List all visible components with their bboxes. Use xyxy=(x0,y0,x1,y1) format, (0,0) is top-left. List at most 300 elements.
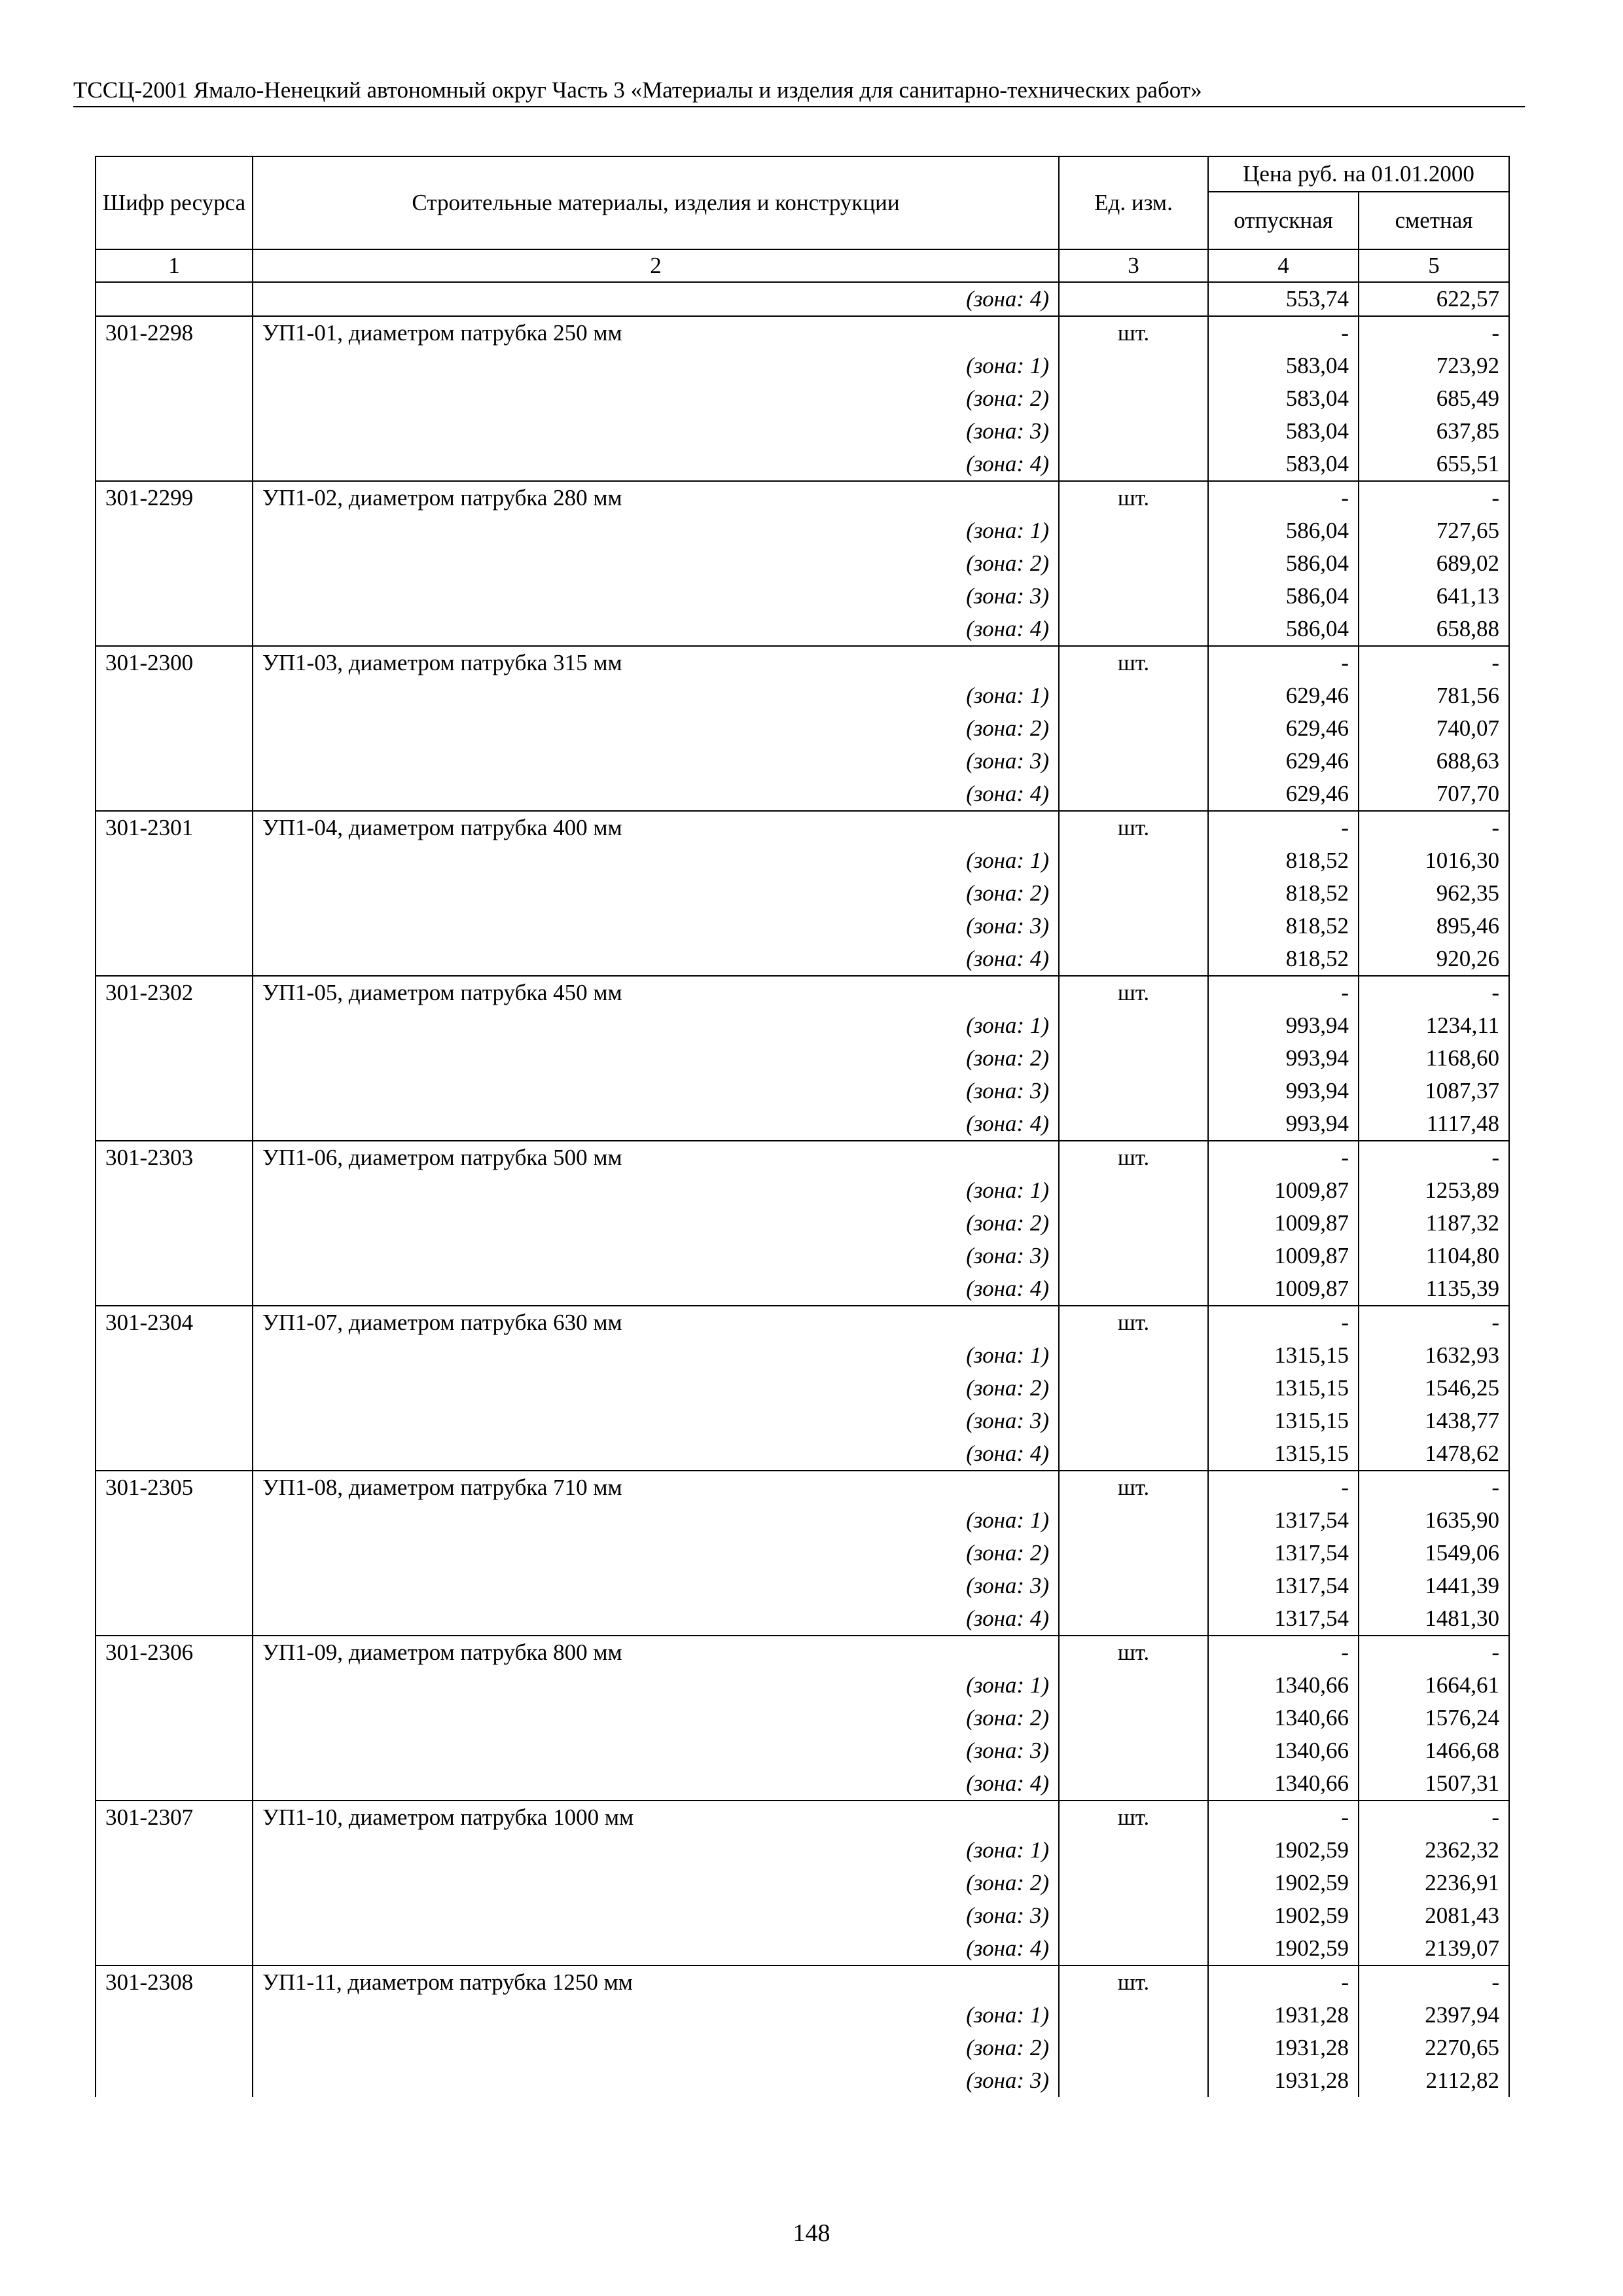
resource-code-cell xyxy=(96,1899,253,1932)
zone-label: (зона: 3) xyxy=(253,415,1059,448)
unit-cell xyxy=(1059,712,1208,745)
zone-label: (зона: 4) xyxy=(253,778,1059,811)
resource-code-cell xyxy=(96,448,253,481)
release-price: 1317,54 xyxy=(1208,1602,1359,1636)
estimate-price: 685,49 xyxy=(1359,382,1509,415)
resource-code-cell xyxy=(96,712,253,745)
release-price: 993,94 xyxy=(1208,1107,1359,1141)
zone-label: (зона: 1) xyxy=(253,1339,1059,1372)
release-price: 1315,15 xyxy=(1208,1339,1359,1372)
material-name: УП1-05, диаметром патрубка 450 мм xyxy=(253,976,1059,1009)
resource-code-cell xyxy=(96,1207,253,1240)
estimate-price: 1635,90 xyxy=(1359,1504,1509,1537)
release-price: 1340,66 xyxy=(1208,1767,1359,1801)
resource-code-cell xyxy=(96,942,253,976)
zone-label: (зона: 3) xyxy=(253,1240,1059,1272)
zone-label: (зона: 1) xyxy=(253,1669,1059,1702)
estimate-price: 1135,39 xyxy=(1359,1272,1509,1306)
zone-label: (зона: 3) xyxy=(253,1405,1059,1437)
zone-label: (зона: 2) xyxy=(253,1867,1059,1899)
unit-cell xyxy=(1059,778,1208,811)
estimate-price: 1016,30 xyxy=(1359,844,1509,877)
release-price: 1931,28 xyxy=(1208,1999,1359,2032)
zone-label: (зона: 3) xyxy=(253,910,1059,942)
zone-label: (зона: 2) xyxy=(253,382,1059,415)
zone-label: (зона: 1) xyxy=(253,679,1059,712)
zone-label: (зона: 1) xyxy=(253,1504,1059,1537)
resource-code-cell xyxy=(96,382,253,415)
zone-label: (зона: 1) xyxy=(253,1999,1059,2032)
unit-of-measure: шт. xyxy=(1059,811,1208,844)
unit-cell xyxy=(1059,910,1208,942)
material-name: УП1-08, диаметром патрубка 710 мм xyxy=(253,1471,1059,1504)
estimate-price: - xyxy=(1359,1801,1509,1834)
zone-row xyxy=(96,1899,1509,1932)
resource-code-cell xyxy=(96,1834,253,1867)
release-price: 583,04 xyxy=(1208,448,1359,481)
estimate-price: 1441,39 xyxy=(1359,1570,1509,1602)
resource-code: 301-2302 xyxy=(96,976,253,1009)
zone-row xyxy=(96,942,1509,976)
unit-of-measure: шт. xyxy=(1059,646,1208,679)
release-price: 1340,66 xyxy=(1208,1734,1359,1767)
price-table xyxy=(95,156,1510,2097)
unit-cell xyxy=(1059,2032,1208,2064)
resource-code-cell xyxy=(96,282,253,316)
table-row xyxy=(96,1965,1509,1999)
release-price: 1902,59 xyxy=(1208,1932,1359,1965)
release-price: 1317,54 xyxy=(1208,1570,1359,1602)
release-price: 1009,87 xyxy=(1208,1174,1359,1207)
zone-label: (зона: 1) xyxy=(253,514,1059,547)
resource-code: 301-2303 xyxy=(96,1141,253,1174)
unit-cell xyxy=(1059,679,1208,712)
zone-row xyxy=(96,448,1509,481)
zone-row xyxy=(96,613,1509,646)
estimate-price: 641,13 xyxy=(1359,580,1509,613)
estimate-price: 1478,62 xyxy=(1359,1437,1509,1471)
resource-code-cell xyxy=(96,1570,253,1602)
table-row xyxy=(96,1636,1509,1669)
table-row xyxy=(96,1471,1509,1504)
zone-row xyxy=(96,1867,1509,1899)
unit-cell xyxy=(1059,1834,1208,1867)
estimate-price: 1187,32 xyxy=(1359,1207,1509,1240)
zone-row xyxy=(96,1405,1509,1437)
estimate-price: 1664,61 xyxy=(1359,1669,1509,1702)
zone-label: (зона: 3) xyxy=(253,1899,1059,1932)
release-price: - xyxy=(1208,481,1359,514)
estimate-price: 895,46 xyxy=(1359,910,1509,942)
release-price: - xyxy=(1208,646,1359,679)
release-price: 586,04 xyxy=(1208,514,1359,547)
unit-cell xyxy=(1059,1702,1208,1734)
unit-cell xyxy=(1059,350,1208,382)
unit-cell xyxy=(1059,415,1208,448)
estimate-price: 1253,89 xyxy=(1359,1174,1509,1207)
unit-cell xyxy=(1059,1372,1208,1405)
unit-cell xyxy=(1059,1009,1208,1042)
zone-label: (зона: 2) xyxy=(253,2032,1059,2064)
unit-cell xyxy=(1059,1107,1208,1141)
estimate-price: - xyxy=(1359,481,1509,514)
unit-of-measure: шт. xyxy=(1059,1471,1208,1504)
zone-row xyxy=(96,1372,1509,1405)
zone-row xyxy=(96,910,1509,942)
header-name: Строительные материалы, изделия и конструкции xyxy=(253,156,1059,249)
resource-code-cell xyxy=(96,1372,253,1405)
release-price: 1902,59 xyxy=(1208,1899,1359,1932)
unit-cell xyxy=(1059,514,1208,547)
zone-label: (зона: 1) xyxy=(253,350,1059,382)
material-name: УП1-06, диаметром патрубка 500 мм xyxy=(253,1141,1059,1174)
unit-cell xyxy=(1059,1570,1208,1602)
estimate-price: 1632,93 xyxy=(1359,1339,1509,1372)
resource-code-cell xyxy=(96,844,253,877)
table-row xyxy=(96,811,1509,844)
unit-cell xyxy=(1059,1669,1208,1702)
resource-code-cell xyxy=(96,745,253,778)
release-price: - xyxy=(1208,811,1359,844)
release-price: - xyxy=(1208,1801,1359,1834)
resource-code-cell xyxy=(96,1405,253,1437)
resource-code-cell xyxy=(96,1107,253,1141)
resource-code: 301-2308 xyxy=(96,1965,253,1999)
unit-cell xyxy=(1059,1042,1208,1075)
unit-cell xyxy=(1059,1437,1208,1471)
zone-row xyxy=(96,1437,1509,1471)
release-price: 1902,59 xyxy=(1208,1867,1359,1899)
resource-code-cell xyxy=(96,778,253,811)
unit-cell xyxy=(1059,1767,1208,1801)
zone-row xyxy=(96,415,1509,448)
estimate-price: 707,70 xyxy=(1359,778,1509,811)
resource-code-cell xyxy=(96,679,253,712)
zone-label: (зона: 2) xyxy=(253,712,1059,745)
material-name: УП1-11, диаметром патрубка 1250 мм xyxy=(253,1965,1059,1999)
zone-label: (зона: 3) xyxy=(253,745,1059,778)
resource-code-cell xyxy=(96,1075,253,1107)
estimate-price: 2139,07 xyxy=(1359,1932,1509,1965)
header-price-group: Цена руб. на 01.01.2000 xyxy=(1208,156,1509,192)
resource-code-cell xyxy=(96,1339,253,1372)
release-price: 1340,66 xyxy=(1208,1702,1359,1734)
resource-code-cell xyxy=(96,415,253,448)
resource-code-cell xyxy=(96,1867,253,1899)
estimate-price: 1168,60 xyxy=(1359,1042,1509,1075)
table-row xyxy=(96,316,1509,350)
unit-of-measure: шт. xyxy=(1059,481,1208,514)
estimate-price: 688,63 xyxy=(1359,745,1509,778)
zone-row xyxy=(96,1570,1509,1602)
column-number: 2 xyxy=(253,249,1059,282)
zone-row xyxy=(96,1339,1509,1372)
unit-of-measure: шт. xyxy=(1059,1306,1208,1339)
unit-of-measure: шт. xyxy=(1059,1965,1208,1999)
unit-cell xyxy=(1059,580,1208,613)
resource-code-cell xyxy=(96,514,253,547)
zone-label: (зона: 2) xyxy=(253,1537,1059,1570)
release-price: 993,94 xyxy=(1208,1042,1359,1075)
zone-label: (зона: 4) xyxy=(253,1932,1059,1965)
zone-label: (зона: 3) xyxy=(253,1075,1059,1107)
resource-code-cell xyxy=(96,1767,253,1801)
zone-row xyxy=(96,1075,1509,1107)
estimate-price: 723,92 xyxy=(1359,350,1509,382)
resource-code-cell xyxy=(96,1702,253,1734)
zone-label: (зона: 3) xyxy=(253,580,1059,613)
resource-code-cell xyxy=(96,1272,253,1306)
column-number: 1 xyxy=(96,249,253,282)
zone-row xyxy=(96,778,1509,811)
zone-row xyxy=(96,382,1509,415)
zone-row xyxy=(96,1834,1509,1867)
page-header-title: ТССЦ-2001 Ямало-Ненецкий автономный округ Часть 3 «Материалы и изделия для санитарно-технических работ» xyxy=(73,76,1525,107)
resource-code-cell xyxy=(96,2064,253,2097)
zone-row xyxy=(96,2032,1509,2064)
zone-row xyxy=(96,1932,1509,1965)
zone-label: (зона: 2) xyxy=(253,1207,1059,1240)
zone-row xyxy=(96,844,1509,877)
zone-label: (зона: 3) xyxy=(253,1734,1059,1767)
resource-code-cell xyxy=(96,1999,253,2032)
unit-cell xyxy=(1059,1999,1208,2032)
resource-code: 301-2306 xyxy=(96,1636,253,1669)
resource-code-cell xyxy=(96,1734,253,1767)
zone-label: (зона: 1) xyxy=(253,1834,1059,1867)
zone-row xyxy=(96,514,1509,547)
estimate-price: - xyxy=(1359,1306,1509,1339)
unit-of-measure: шт. xyxy=(1059,1801,1208,1834)
material-name: УП1-02, диаметром патрубка 280 мм xyxy=(253,481,1059,514)
zone-label: (зона: 4) xyxy=(253,448,1059,481)
estimate-price: 1117,48 xyxy=(1359,1107,1509,1141)
zone-row xyxy=(96,1042,1509,1075)
material-name: УП1-09, диаметром патрубка 800 мм xyxy=(253,1636,1059,1669)
release-price: 993,94 xyxy=(1208,1075,1359,1107)
release-price: 818,52 xyxy=(1208,942,1359,976)
unit-cell xyxy=(1059,1240,1208,1272)
estimate-price: 727,65 xyxy=(1359,514,1509,547)
estimate-price: 920,26 xyxy=(1359,942,1509,976)
release-price: 1340,66 xyxy=(1208,1669,1359,1702)
header-unit: Ед. изм. xyxy=(1059,156,1208,249)
resource-code-cell xyxy=(96,1042,253,1075)
zone-row xyxy=(96,745,1509,778)
zone-row xyxy=(96,1537,1509,1570)
zone-row xyxy=(96,877,1509,910)
zone-label: (зона: 4) xyxy=(253,613,1059,646)
zone-row xyxy=(96,1174,1509,1207)
resource-code-cell xyxy=(96,877,253,910)
resource-code-cell xyxy=(96,1537,253,1570)
zone-label: (зона: 2) xyxy=(253,1042,1059,1075)
unit-cell xyxy=(1059,877,1208,910)
release-price: 583,04 xyxy=(1208,350,1359,382)
estimate-price: - xyxy=(1359,1965,1509,1999)
unit-cell xyxy=(1059,382,1208,415)
zone-row xyxy=(96,1767,1509,1801)
unit-cell xyxy=(1059,1932,1208,1965)
release-price: 586,04 xyxy=(1208,613,1359,646)
zone-label: (зона: 2) xyxy=(253,877,1059,910)
estimate-price: 1507,31 xyxy=(1359,1767,1509,1801)
zone-row xyxy=(96,1669,1509,1702)
estimate-price: 1546,25 xyxy=(1359,1372,1509,1405)
table-row xyxy=(96,1306,1509,1339)
zone-row xyxy=(96,1734,1509,1767)
estimate-price: - xyxy=(1359,811,1509,844)
table-row xyxy=(96,646,1509,679)
resource-code-cell xyxy=(96,1437,253,1471)
estimate-price: 1438,77 xyxy=(1359,1405,1509,1437)
resource-code-cell xyxy=(96,910,253,942)
table-row xyxy=(96,1141,1509,1174)
release-price: - xyxy=(1208,1965,1359,1999)
release-price: - xyxy=(1208,976,1359,1009)
table-row xyxy=(96,282,1509,316)
table-body xyxy=(96,282,1509,2097)
release-price: 629,46 xyxy=(1208,745,1359,778)
release-price: 583,04 xyxy=(1208,415,1359,448)
zone-label: (зона: 4) xyxy=(253,1107,1059,1141)
resource-code-cell xyxy=(96,1669,253,1702)
estimate-price: 2270,65 xyxy=(1359,2032,1509,2064)
resource-code: 301-2307 xyxy=(96,1801,253,1834)
resource-code-cell xyxy=(96,1602,253,1636)
unit-cell xyxy=(1059,1537,1208,1570)
zone-label: (зона: 1) xyxy=(253,1009,1059,1042)
unit-cell xyxy=(1059,1504,1208,1537)
resource-code: 301-2300 xyxy=(96,646,253,679)
estimate-price: 2236,91 xyxy=(1359,1867,1509,1899)
estimate-price: 740,07 xyxy=(1359,712,1509,745)
unit-cell xyxy=(1059,282,1208,316)
estimate-price: 1481,30 xyxy=(1359,1602,1509,1636)
zone-label: (зона: 3) xyxy=(253,2064,1059,2097)
estimate-price: 1104,80 xyxy=(1359,1240,1509,1272)
table-row xyxy=(96,976,1509,1009)
unit-of-measure: шт. xyxy=(1059,1141,1208,1174)
zone-label: (зона: 4) xyxy=(253,942,1059,976)
table-row xyxy=(96,481,1509,514)
zone-row xyxy=(96,1702,1509,1734)
zone-label: (зона: 4) xyxy=(253,1602,1059,1636)
release-price: 1315,15 xyxy=(1208,1437,1359,1471)
estimate-price: 1466,68 xyxy=(1359,1734,1509,1767)
resource-code-cell xyxy=(96,2032,253,2064)
estimate-price: 637,85 xyxy=(1359,415,1509,448)
release-price: 1931,28 xyxy=(1208,2032,1359,2064)
release-price: 586,04 xyxy=(1208,547,1359,580)
estimate-price: - xyxy=(1359,976,1509,1009)
unit-cell xyxy=(1059,613,1208,646)
release-price: 1009,87 xyxy=(1208,1240,1359,1272)
zone-label: (зона: 1) xyxy=(253,1174,1059,1207)
estimate-price: - xyxy=(1359,316,1509,350)
unit-of-measure: шт. xyxy=(1059,976,1208,1009)
unit-cell xyxy=(1059,448,1208,481)
resource-code: 301-2305 xyxy=(96,1471,253,1504)
zone-row xyxy=(96,350,1509,382)
material-name: УП1-07, диаметром патрубка 630 мм xyxy=(253,1306,1059,1339)
resource-code-cell xyxy=(96,1009,253,1042)
unit-cell xyxy=(1059,1899,1208,1932)
estimate-price: 2397,94 xyxy=(1359,1999,1509,2032)
release-price: 818,52 xyxy=(1208,877,1359,910)
zone-label: (зона: 2) xyxy=(253,547,1059,580)
unit-cell xyxy=(1059,1405,1208,1437)
release-price: 1317,54 xyxy=(1208,1504,1359,1537)
release-price: 1315,15 xyxy=(1208,1405,1359,1437)
resource-code-cell xyxy=(96,1174,253,1207)
estimate-price: 2362,32 xyxy=(1359,1834,1509,1867)
release-price: 1902,59 xyxy=(1208,1834,1359,1867)
zone-label: (зона: 4) xyxy=(253,1437,1059,1471)
release-price: - xyxy=(1208,1471,1359,1504)
material-name: УП1-03, диаметром патрубка 315 мм xyxy=(253,646,1059,679)
zone-row xyxy=(96,1207,1509,1240)
resource-code-cell xyxy=(96,1240,253,1272)
unit-cell xyxy=(1059,1339,1208,1372)
release-price: - xyxy=(1208,1141,1359,1174)
unit-cell xyxy=(1059,1602,1208,1636)
zone-row xyxy=(96,1504,1509,1537)
release-price: 586,04 xyxy=(1208,580,1359,613)
zone-label: (зона: 3) xyxy=(253,1570,1059,1602)
unit-cell xyxy=(1059,942,1208,976)
estimate-price: 2112,82 xyxy=(1359,2064,1509,2097)
estimate-price: - xyxy=(1359,646,1509,679)
resource-code: 301-2299 xyxy=(96,481,253,514)
resource-code-cell xyxy=(96,350,253,382)
resource-code-cell xyxy=(96,547,253,580)
resource-code-cell xyxy=(96,1932,253,1965)
header-code: Шифр ресурса xyxy=(96,156,253,249)
zone-label: (зона: 2) xyxy=(253,1702,1059,1734)
estimate-price: 1549,06 xyxy=(1359,1537,1509,1570)
unit-cell xyxy=(1059,1867,1208,1899)
resource-code-cell xyxy=(96,1504,253,1537)
release-price: - xyxy=(1208,316,1359,350)
unit-of-measure: шт. xyxy=(1059,1636,1208,1669)
column-number: 4 xyxy=(1208,249,1359,282)
release-price: 1009,87 xyxy=(1208,1207,1359,1240)
header-release-price: отпускная xyxy=(1208,192,1359,249)
unit-cell xyxy=(1059,1207,1208,1240)
material-name: УП1-04, диаметром патрубка 400 мм xyxy=(253,811,1059,844)
release-price: 993,94 xyxy=(1208,1009,1359,1042)
release-price: 1009,87 xyxy=(1208,1272,1359,1306)
zone-label: (зона: 4) xyxy=(253,282,1059,316)
zone-label: (зона: 4) xyxy=(253,1272,1059,1306)
unit-cell xyxy=(1059,1075,1208,1107)
zone-row xyxy=(96,580,1509,613)
estimate-price: - xyxy=(1359,1471,1509,1504)
release-price: 818,52 xyxy=(1208,844,1359,877)
release-price: 1931,28 xyxy=(1208,2064,1359,2097)
estimate-price: 781,56 xyxy=(1359,679,1509,712)
page-number: 148 xyxy=(793,2219,830,2247)
zone-row xyxy=(96,1272,1509,1306)
resource-code-cell xyxy=(96,613,253,646)
material-name: УП1-10, диаметром патрубка 1000 мм xyxy=(253,1801,1059,1834)
release-price: 629,46 xyxy=(1208,778,1359,811)
zone-row xyxy=(96,1999,1509,2032)
zone-label: (зона: 1) xyxy=(253,844,1059,877)
header-estimate-price: сметная xyxy=(1359,192,1509,249)
zone-row xyxy=(96,679,1509,712)
